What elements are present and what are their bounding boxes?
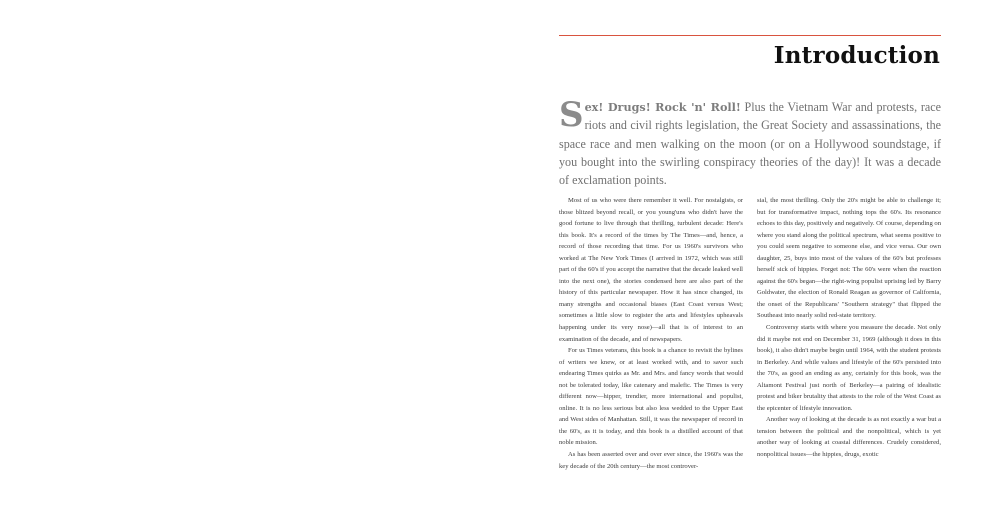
page-title: Introduction (773, 42, 940, 69)
lead-emphasis: ex! Drugs! Rock 'n' Roll! (584, 100, 741, 114)
lead-paragraph (559, 95, 941, 189)
body-paragraph: For us Times veterans, this book is a chance to revisit the bylines of writers we knew, or at least worked with, and to savor such endearing Times quirks as Mr. and Mrs. and fancy words that would not be tolerated today, like catenary and malefic. The Times is very different now—hipper, trendier, more international and populist, online. It is no less serious but also less wedded to the Upper East and West sides of Manhattan. Still, it was the newspaper of record in the 60's, as it is today, and this book is a distilled account of that noble mission. (559, 347, 743, 447)
body-paragraph: Another way of looking at the decade is as not exactly a war but a tension between the political and the nonpolitical, which is yet another way of looking at coastal differences. Crudely considered, nonpolitical issues—the hippies, drugs, exotic (757, 416, 941, 459)
body-column-left (559, 195, 743, 472)
body-column-right (757, 195, 941, 461)
body-paragraph-continued: sial, the most thrilling. Only the 20's might be able to challenge it; but for transformative impact, nothing tops the 60's. Its resonance echoes to this day, positively and negatively. Of course, depending on where you stand along the political spectrum, what seems positive to you could seem negative to someone else, and vice versa. Our own daughter, 25, buys into most of the values of the 60's but professes herself sick of hippies. Forget not: The 60's were when the reaction against the 60's began—the right-wing populist uprising led by Barry Goldwater, the election of Ronald Reagan as governor of California, the onset of the Republicans' "Southern strategy" that flipped the Southeast into nearly solid red-state territory. (757, 197, 941, 320)
body-paragraph: Most of us who were there remember it well. For nostalgists, or those blitzed beyond recall, or you young'uns who didn't have the good fortune to live through that thrilling, turbulent decade: Here's this book. It's a record of the times by The Times—and, hence, a record of those recording that time. For us 1960's survivors who worked at The New York Times (I arrived in 1972, which was still part of the 60's if you accept the narrative that the decade leaked well into the next one), the stories condensed here are also part of the history of this particular newspaper. How it has since changed, its many strengths and occasional biases (East Coast versus West; sometimes a little slow to register the arts and lifestyles upheavals happening under its very nose)—all that is of interest to an examination of the decade, and of newspapers. (559, 197, 743, 343)
drop-cap: S (559, 95, 584, 135)
body-paragraph: Controversy starts with where you measure the decade. Not only did it maybe not end on December 31, 1969 (although it does in this book), it also didn't maybe begin until 1964, with the student protests in Berkeley. And while values and lifestyle of the 60's persisted into the 70's, as good an ending as any, certainly for this book, was the Altamont Festival just north of Berkeley—a pairing of idealistic protest and biker brutality that attests to the role of the West Coast as the epicenter of lifestyle innovation. (757, 324, 941, 412)
header-rule (559, 35, 941, 36)
body-paragraph: As has been asserted over and over ever since, the 1960's was the key decade of the 20th century—the most controver- (559, 451, 743, 470)
lead-text: Plus the Vietnam War and protests, race riots and civil rights legislation, the Great Society and assassinations, the space race and men walking on the moon (or on a Hollywood soundstage, if you bought into the swirling conspiracy theories of the day)! It was a decade of exclamation points. (559, 100, 941, 188)
